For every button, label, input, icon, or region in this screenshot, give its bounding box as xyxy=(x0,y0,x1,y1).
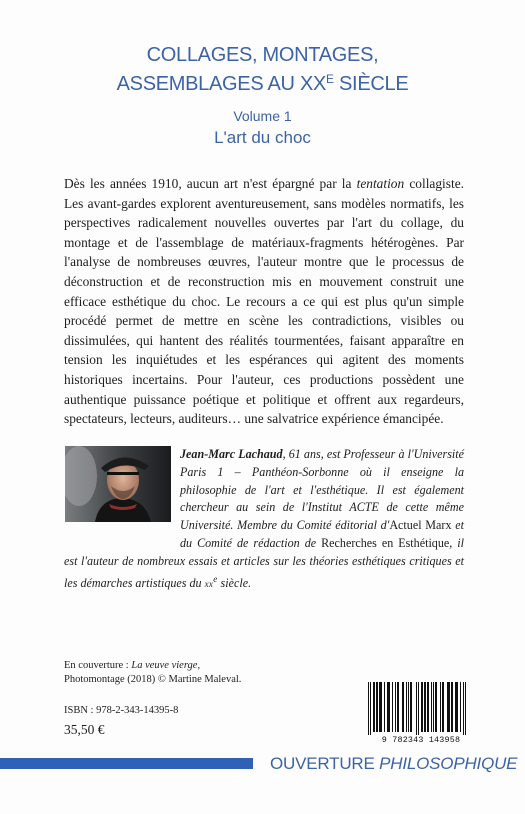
barcode-bar xyxy=(379,682,382,732)
blurb-text-2: collagiste. Les avant-gardes explorent aventureusement, sans modèles normatifs, les perspectives radicalement nouvelles ouvertes par l'art du collage, du montage et de l'assemblage de matériaux-fragments hétérogènes. Par l'analyse de nombreuses œuvres, l'auteur montre que le processus de déconstruction et de reconstruction mis en mouvement construit une efficace esthétique du choc. Le recours a ce qui est plus qu'un simple procédé permet de mettre en scène les contradictions, visibles ou dissimulées, qui hantent des réalités tourmentées, faisant apparaître en tension les inquiétudes et les espérances qui agitent des moments historiques incertains. Pour l'auteur, ces productions possèdent une authentique puissance poétique et politique et offrent aux regardeurs, spectateurs, lecteurs, auditeurs… une salvatrice expérience émancipée. xyxy=(64,176,464,427)
series-name-part-1: OUVERTURE xyxy=(270,754,380,773)
cover-credit-label: En couverture : xyxy=(64,660,132,671)
author-portrait-image xyxy=(65,446,171,522)
barcode-bar xyxy=(460,682,461,732)
bio-text-3: , il est l'auteur de nombreux essais et articles sur les théories esthétiques critiques et les démarches artistiques du xyxy=(64,535,464,590)
series-color-bar xyxy=(0,758,253,769)
barcode-bar xyxy=(408,682,409,732)
barcode-bar xyxy=(387,682,390,732)
barcode-bar xyxy=(427,682,429,732)
barcode-bar xyxy=(421,682,423,732)
author-photo xyxy=(65,446,171,522)
barcode-bar xyxy=(442,682,444,732)
book-blurb xyxy=(64,174,464,429)
blurb-text-1: Dès les années 1910, aucun art n'est épargné par la xyxy=(64,176,357,191)
bio-text-1: , 61 ans, est Professeur à l'Université Paris 1 – Panthéon-Sorbonne où il enseigne la philosophie de l'art et l'esthétique. Il est également chercheur au sein de l'Institut ACTE de cette même Université. Membre du Comité éditorial d' xyxy=(180,447,464,533)
barcode-bar xyxy=(373,682,375,732)
bio-century-superscript: e xyxy=(213,573,218,584)
book-title-line-2-text: ASSEMBLAGES AU XX xyxy=(116,73,327,95)
bio-text-4: siècle. xyxy=(217,575,252,590)
book-title-line-1: COLLAGES, MONTAGES, xyxy=(146,44,379,66)
barcode-bar xyxy=(451,682,453,732)
barcode-bar xyxy=(455,682,458,732)
barcode-bar xyxy=(397,682,399,732)
barcode-bar xyxy=(370,682,371,738)
volume-number: Volume 1 xyxy=(233,108,292,124)
series-name xyxy=(270,754,517,774)
barcode-bar xyxy=(465,682,466,738)
series-name-part-2: PHILOSOPHIQUE xyxy=(379,754,518,773)
book-title-line-2 xyxy=(0,67,525,96)
bio-century: xx xyxy=(204,578,214,589)
barcode-bar xyxy=(384,682,385,732)
price: 35,50 € xyxy=(64,722,105,737)
cover-artwork-title: La veuve vierge xyxy=(131,660,198,671)
bio-journal-2: Recherches en Esthétique xyxy=(321,535,450,550)
bio-text-2: et du Comité de rédaction de xyxy=(180,518,464,550)
barcode-bar xyxy=(424,682,426,732)
barcode-bar xyxy=(395,682,396,732)
barcode-bar xyxy=(435,682,437,732)
blurb-italic-word: tentation xyxy=(356,176,405,191)
author-name: Jean-Marc Lachaud xyxy=(180,447,283,461)
barcode-bar xyxy=(431,682,432,732)
cover-credit-punct: , xyxy=(197,660,201,671)
isbn: ISBN : 978-2-343-14395-8 xyxy=(64,705,179,716)
barcode-number: 9 782343 143958 xyxy=(366,735,476,745)
cover-credit-line-2: Photomontage (2018) © Martine Maleval. xyxy=(64,674,242,685)
barcode-bar xyxy=(368,682,369,738)
barcode-bar xyxy=(447,682,450,732)
book-title-line-2-end: SIÈCLE xyxy=(333,73,409,95)
bio-journal-1: Actuel Marx xyxy=(389,518,452,533)
barcode-bar xyxy=(410,682,412,732)
cover-credit xyxy=(64,659,324,687)
barcode-bar xyxy=(440,682,441,732)
book-subtitle: L'art du choc xyxy=(214,128,311,147)
barcode xyxy=(366,682,476,740)
barcode-bar xyxy=(402,682,404,732)
barcode-bar xyxy=(418,682,419,738)
barcode-bar xyxy=(392,682,393,732)
title-century-superscript: E xyxy=(326,72,334,86)
barcode-bar xyxy=(433,682,434,732)
barcode-bar xyxy=(376,682,378,732)
barcode-bar xyxy=(463,682,464,738)
barcode-bar xyxy=(416,682,417,738)
barcode-bar xyxy=(406,682,407,732)
